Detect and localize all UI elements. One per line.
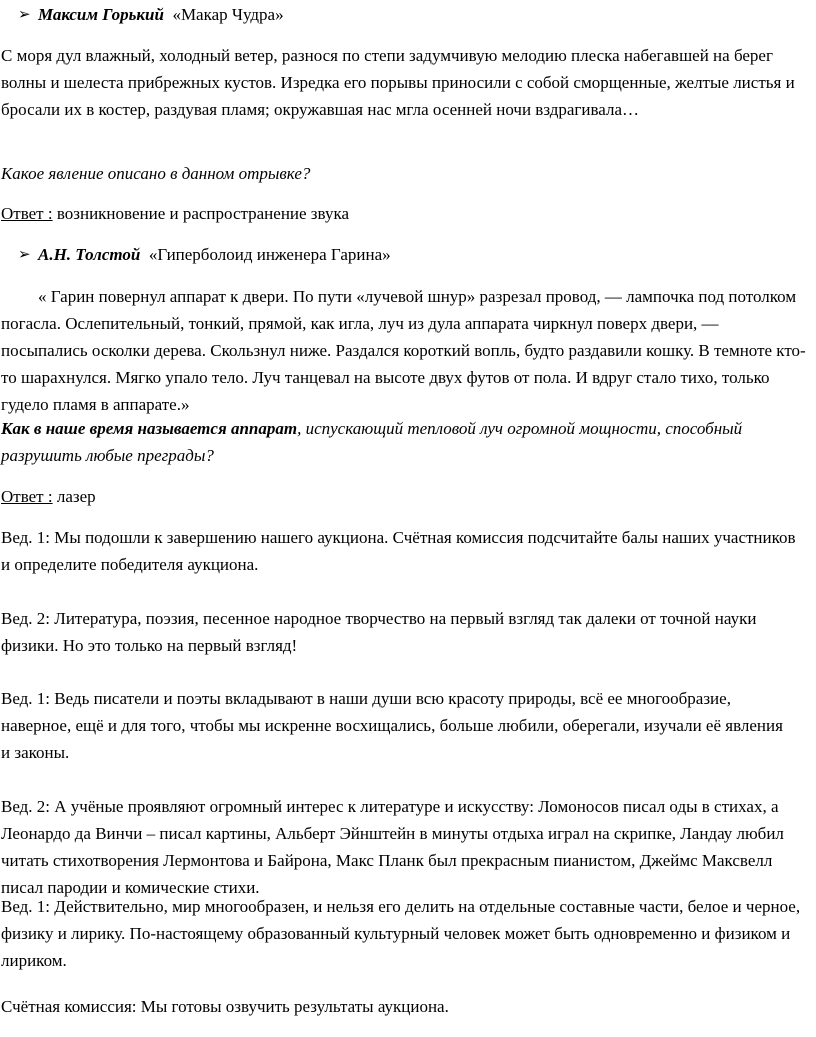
section2-question-bold: Как в наше время называется аппарат xyxy=(1,419,298,438)
section1-answer-label: Ответ : xyxy=(1,204,53,223)
section1-excerpt: С моря дул влажный, холодный ветер, разнося по степи задумчивую мелодию плеска набегавшей на берег волны и шелеста прибрежных кустов. Изредка его порывы приносили с собой сморщенные, желтые листья и бросали их в костер, раздувая пламя; окружавшая нас мгла осенней ночи вздрагивала… xyxy=(1,46,795,119)
section1-answer-text: возникновение и распространение звука xyxy=(52,204,350,223)
section1-heading xyxy=(0,1,816,28)
section2-answer-label: Ответ : xyxy=(1,487,53,506)
section2-answer xyxy=(0,483,801,510)
section2-answer-text: лазер xyxy=(52,487,96,506)
section2-question-rest: , испускающий тепловой луч огромной мощности, способный разрушить любые преграды? xyxy=(1,419,743,465)
section2-question xyxy=(0,415,801,469)
dialogue-line: Вед. 2: Литература, поэзия, песенное народное творчество на первый взгляд так далеки от точной науки физики. Но это только на первый взгляд! xyxy=(1,609,757,655)
section1-question: Какое явление описано в данном отрывке? xyxy=(1,164,311,183)
section2-heading xyxy=(0,241,816,268)
dialogue-line: Счётная комиссия: Мы готовы озвучить результаты аукциона. xyxy=(1,997,449,1016)
section1-answer xyxy=(0,200,801,227)
bullet-arrow-icon: ➢ xyxy=(18,245,31,263)
section2-excerpt: « Гарин повернул аппарат к двери. По пути «лучевой шнур» разрезал провод, — лампочка под потолком погасла. Ослепительный, тонкий, прямой, как игла, луч из дула аппарата чиркнул поверх двери, — посыпались осколки дерева. Скользнул ниже. Раздался короткий вопль, будто раздавили кошку. В темноте кто-то шарахнулся. Мягко упало тело. Луч танцевал на высоте двух футов от пола. И вдруг стало тихо, только гудело пламя в аппарате.» xyxy=(1,287,806,414)
section2-work-title: «Гиперболоид инженера Гарина» xyxy=(148,245,391,264)
section1-work-title: «Макар Чудра» xyxy=(172,5,284,24)
dialogue-line: Вед. 1: Ведь писатели и поэты вкладывают в наши души всю красоту природы, всё ее многообразие, наверное, ещё и для того, чтобы мы искренне восхищались, больше любили, оберегали, изучали её явления и законы. xyxy=(1,689,783,762)
dialogue-line: Вед. 1: Действительно, мир многообразен, и нельзя его делить на отдельные составные части, белое и черное, физику и лирику. По-настоящему образованный культурный человек может быть одновременно и физиком и лириком. xyxy=(1,897,801,970)
section1-author: Максим Горький xyxy=(38,5,164,24)
bullet-arrow-icon: ➢ xyxy=(18,5,31,23)
dialogue-line: Вед. 1: Мы подошли к завершению нашего аукциона. Счётная комиссия подсчитайте балы наших участников и определите победителя аукциона. xyxy=(1,528,796,574)
section2-author: А.Н. Толстой xyxy=(38,245,141,264)
dialogue-line: Вед. 2: А учёные проявляют огромный интерес к литературе и искусству: Ломоносов писал оды в стихах, а Леонардо да Винчи – писал картины, Альберт Эйнштейн в минуты отдыха играл на скрипке, Ландау любил читать стихотворения Лермонтова и Байрона, Макс Планк был прекрасным пианистом, Джеймс Максвелл писал пародии и комические стихи. xyxy=(1,797,784,897)
